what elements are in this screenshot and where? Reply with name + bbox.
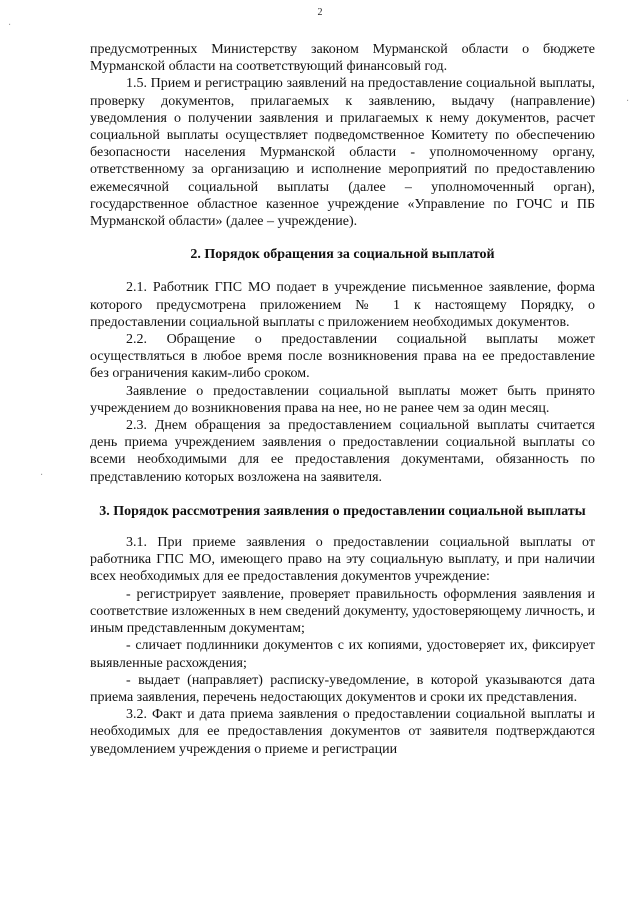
- paragraph-3-1: 3.1. При приеме заявления о предоставлении социальной выплаты от работника ГПС МО, имеющего право на эту социальную выплату, и при наличии всех необходимых для ее предоставления документов учреждение:: [90, 535, 595, 585]
- page-number: 2: [317, 7, 323, 18]
- paragraph-1-5: 1.5. Прием и регистрацию заявлений на предоставление социальной выплаты, проверку документов, прилагаемых к заявлению, выдачу (направление) уведомления о получении заявления и прилагаемых к нему документов, расчет социальной выплаты осуществляет подведомственное Комитету по обеспечению безопасности населения Мурманской области - уполномоченному органу, ответственному за организацию и исполнение мероприятий по предоставлению ежемесячной социальной выплаты (далее – уполномоченный орган), государственное областное казенное учреждение «Управление по ГОЧС и ПБ Мурманской области» (далее – учреждение).: [90, 76, 595, 230]
- scan-speck: ·: [626, 96, 630, 107]
- list-item-compare: - сличает подлинники документов с их копиями, удостоверяет их, фиксирует выявленные расхождения;: [90, 638, 595, 671]
- paragraph-2-2: 2.2. Обращение о предоставлении социальной выплаты может осуществляться в любое время после возникновения права на ее предоставление без ограничения каким-либо сроком.: [90, 332, 595, 382]
- section-2-heading: 2. Порядок обращения за социальной выплатой: [190, 247, 495, 263]
- list-item-receipt: - выдает (направляет) расписку-уведомление, в которой указываются дата приема заявления, перечень недостающих документов и сроки их представления.: [90, 672, 595, 705]
- paragraph-2-2-note: Заявление о предоставлении социальной выплаты может быть принято учреждением до возникновения права на нее, но не ранее чем за один месяц.: [90, 383, 595, 416]
- paragraph-2-3: 2.3. Днем обращения за предоставлением социальной выплаты считается день приема учреждением заявления о предоставлении социальной выплаты со всеми необходимыми для ее предоставления документами, обязанность по представлению которых возложена на заявителя.: [90, 418, 595, 485]
- document-body: [90, 41, 595, 758]
- paragraph-2-1: 2.1. Работник ГПС МО подает в учреждение письменное заявление, форма которого предусмотрена приложением № 1 к настоящему Порядку, о предоставлении социальной выплаты с приложением необходимых документов.: [90, 280, 595, 330]
- paragraph-continuation: предусмотренных Министерству законом Мурманской области о бюджете Мурманской области на соответствующий финансовый год.: [90, 42, 595, 75]
- scan-speck: ·: [8, 20, 12, 31]
- paragraph-3-2: 3.2. Факт и дата приема заявления о предоставлении социальной выплаты и необходимых для ее предоставления документов от заявителя подтверждаются уведомлением учреждения о приеме и регистрации: [90, 707, 595, 757]
- section-3-heading: 3. Порядок рассмотрения заявления о предоставлении социальной выплаты: [99, 503, 586, 519]
- scan-speck: ·: [40, 470, 44, 481]
- list-item-register: - регистрирует заявление, проверяет правильность оформления заявления и соответствие изложенных в нем сведений документу, удостоверяющему личность, и иным представленным документам;: [90, 586, 595, 637]
